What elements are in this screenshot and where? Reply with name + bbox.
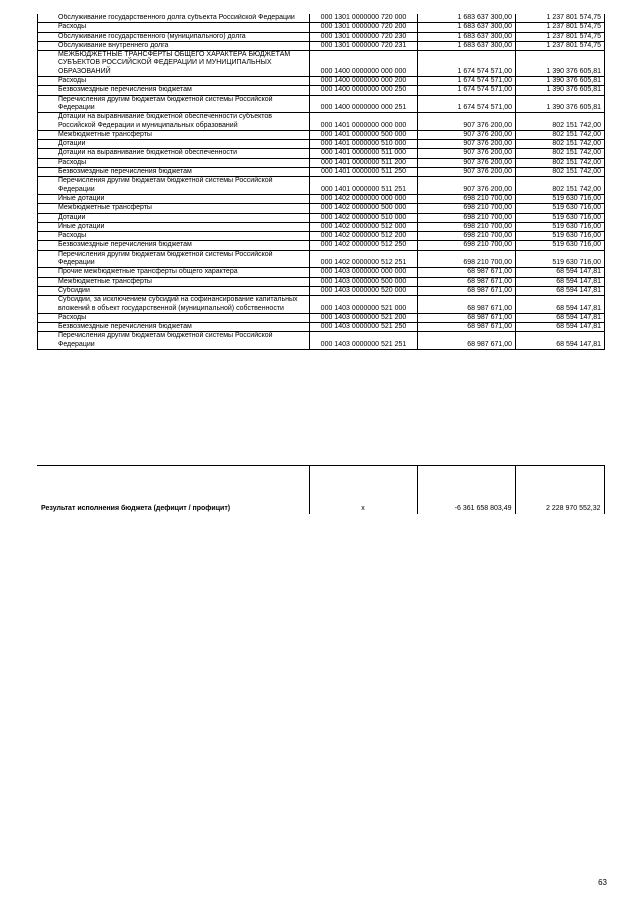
row-code: 000 1401 0000000 510 000	[310, 140, 418, 149]
row-approved-amount: 68 987 671,00	[418, 296, 516, 314]
row-code: 000 1401 0000000 511 200	[310, 158, 418, 167]
row-executed-amount: 1 390 376 605,81	[516, 95, 605, 113]
table-row	[38, 32, 605, 41]
row-executed-amount: 519 630 716,00	[516, 213, 605, 222]
row-name: Перечисления другим бюджетам бюджетной системы Российской Федерации	[38, 177, 310, 195]
row-executed-amount: 519 630 716,00	[516, 222, 605, 231]
row-approved-amount: 698 210 700,00	[418, 241, 516, 250]
row-executed-amount: 519 630 716,00	[516, 204, 605, 213]
row-approved-amount: 907 376 200,00	[418, 113, 516, 131]
row-code: 000 1401 0000000 511 251	[310, 177, 418, 195]
row-name: Межбюджетные трансферты	[38, 204, 310, 213]
row-code: 000 1400 0000000 000 250	[310, 86, 418, 95]
row-code: 000 1401 0000000 511 000	[310, 149, 418, 158]
row-code: 000 1400 0000000 000 251	[310, 95, 418, 113]
row-code: 000 1400 0000000 000 000	[310, 51, 418, 77]
budget-expenses-table	[37, 14, 605, 350]
row-approved-amount: 1 674 574 571,00	[418, 77, 516, 86]
row-executed-amount: 802 151 742,00	[516, 140, 605, 149]
row-approved-amount: 698 210 700,00	[418, 213, 516, 222]
result-approved: -6 361 658 803,49	[417, 466, 515, 515]
row-executed-amount: 802 151 742,00	[516, 177, 605, 195]
table-row	[38, 323, 605, 332]
table-row	[38, 14, 605, 23]
row-executed-amount: 68 594 147,81	[516, 323, 605, 332]
row-executed-amount: 519 630 716,00	[516, 232, 605, 241]
row-approved-amount: 698 210 700,00	[418, 250, 516, 268]
row-code: 000 1401 0000000 511 250	[310, 168, 418, 177]
row-code: 000 1402 0000000 510 000	[310, 213, 418, 222]
row-name: Субсидии, за исключением субсидий на софинансирование капитальных вложений в объект государственной (муниципальной) собственности	[38, 296, 310, 314]
row-approved-amount: 1 683 637 300,00	[418, 23, 516, 32]
row-executed-amount: 802 151 742,00	[516, 130, 605, 139]
table-row	[38, 41, 605, 50]
row-code: 000 1301 0000000 720 200	[310, 23, 418, 32]
budget-expenses-table-body	[38, 14, 605, 349]
row-name: Обслуживание государственного (муниципального) долга	[38, 32, 310, 41]
row-approved-amount: 907 376 200,00	[418, 140, 516, 149]
row-name: Расходы	[38, 313, 310, 322]
row-code: 000 1403 0000000 521 251	[310, 332, 418, 350]
row-approved-amount: 1 683 637 300,00	[418, 14, 516, 23]
table-row	[38, 232, 605, 241]
table-row	[38, 241, 605, 250]
table-row	[38, 204, 605, 213]
row-executed-amount: 519 630 716,00	[516, 241, 605, 250]
row-approved-amount: 907 376 200,00	[418, 149, 516, 158]
row-name: Расходы	[38, 23, 310, 32]
row-executed-amount: 68 594 147,81	[516, 286, 605, 295]
row-executed-amount: 1 237 801 574,75	[516, 14, 605, 23]
table-row	[38, 168, 605, 177]
row-name: Расходы	[38, 232, 310, 241]
row-code: 000 1400 0000000 000 200	[310, 77, 418, 86]
row-executed-amount: 802 151 742,00	[516, 113, 605, 131]
row-code: 000 1401 0000000 000 000	[310, 113, 418, 131]
row-name: Перечисления другим бюджетам бюджетной системы Российской Федерации	[38, 250, 310, 268]
row-code: 000 1301 0000000 720 230	[310, 32, 418, 41]
table-row	[38, 332, 605, 350]
row-executed-amount: 68 594 147,81	[516, 313, 605, 322]
row-name: МЕЖБЮДЖЕТНЫЕ ТРАНСФЕРТЫ ОБЩЕГО ХАРАКТЕРА БЮДЖЕТАМ СУБЪЕКТОВ РОССИЙСКОЙ ФЕДЕРАЦИИ И МУНИЦИПАЛЬНЫХ ОБРАЗОВАНИЙ	[38, 51, 310, 77]
row-approved-amount: 907 376 200,00	[418, 177, 516, 195]
row-name: Безвозмездные перечисления бюджетам	[38, 323, 310, 332]
row-executed-amount: 802 151 742,00	[516, 168, 605, 177]
table-row	[38, 213, 605, 222]
row-approved-amount: 1 674 574 571,00	[418, 95, 516, 113]
table-row	[38, 296, 605, 314]
table-row	[38, 86, 605, 95]
row-approved-amount: 698 210 700,00	[418, 232, 516, 241]
row-name: Межбюджетные трансферты	[38, 277, 310, 286]
table-row	[38, 95, 605, 113]
row-code: 000 1301 0000000 720 231	[310, 41, 418, 50]
table-row	[38, 277, 605, 286]
row-name: Дотации на выравнивание бюджетной обеспеченности	[38, 149, 310, 158]
row-name: Дотации на выравнивание бюджетной обеспеченности субъектов Российской Федерации и муниципальных образований	[38, 113, 310, 131]
row-name: Межбюджетные трансферты	[38, 130, 310, 139]
row-executed-amount: 68 594 147,81	[516, 332, 605, 350]
row-approved-amount: 1 674 574 571,00	[418, 86, 516, 95]
row-approved-amount: 907 376 200,00	[418, 158, 516, 167]
row-executed-amount: 802 151 742,00	[516, 149, 605, 158]
table-row	[38, 113, 605, 131]
row-approved-amount: 68 987 671,00	[418, 332, 516, 350]
row-approved-amount: 68 987 671,00	[418, 277, 516, 286]
result-executed: 2 228 970 552,32	[515, 466, 604, 515]
result-code: x	[309, 466, 417, 515]
row-approved-amount: 698 210 700,00	[418, 222, 516, 231]
row-code: 000 1403 0000000 521 200	[310, 313, 418, 322]
table-row	[38, 158, 605, 167]
table-row	[38, 51, 605, 77]
row-code: 000 1403 0000000 000 000	[310, 268, 418, 277]
row-code: 000 1402 0000000 512 200	[310, 232, 418, 241]
row-executed-amount: 519 630 716,00	[516, 250, 605, 268]
row-executed-amount: 68 594 147,81	[516, 277, 605, 286]
row-name: Иные дотации	[38, 222, 310, 231]
row-name: Иные дотации	[38, 194, 310, 203]
row-executed-amount: 1 390 376 605,81	[516, 86, 605, 95]
table-row	[38, 177, 605, 195]
row-approved-amount: 698 210 700,00	[418, 194, 516, 203]
row-name: Расходы	[38, 158, 310, 167]
page-number: 63	[598, 878, 607, 887]
row-executed-amount: 1 237 801 574,75	[516, 41, 605, 50]
row-name: Безвозмездные перечисления бюджетам	[38, 86, 310, 95]
row-code: 000 1403 0000000 500 000	[310, 277, 418, 286]
row-name: Перечисления другим бюджетам бюджетной системы Российской Федерации	[38, 95, 310, 113]
row-code: 000 1402 0000000 512 251	[310, 250, 418, 268]
table-row	[38, 194, 605, 203]
row-executed-amount: 68 594 147,81	[516, 296, 605, 314]
table-row	[38, 149, 605, 158]
row-executed-amount: 802 151 742,00	[516, 158, 605, 167]
row-executed-amount: 1 237 801 574,75	[516, 23, 605, 32]
row-executed-amount: 1 390 376 605,81	[516, 77, 605, 86]
row-approved-amount: 1 674 574 571,00	[418, 51, 516, 77]
budget-result-table	[37, 465, 605, 514]
row-code: 000 1402 0000000 512 000	[310, 222, 418, 231]
row-code: 000 1301 0000000 720 000	[310, 14, 418, 23]
table-row	[38, 286, 605, 295]
table-row	[38, 77, 605, 86]
row-approved-amount: 68 987 671,00	[418, 286, 516, 295]
row-executed-amount: 1 237 801 574,75	[516, 32, 605, 41]
budget-result-row	[37, 466, 604, 515]
row-name: Обслуживание государственного долга субъекта Российской Федерации	[38, 14, 310, 23]
row-name: Дотации	[38, 140, 310, 149]
row-name: Дотации	[38, 213, 310, 222]
table-row	[38, 268, 605, 277]
row-executed-amount: 68 594 147,81	[516, 268, 605, 277]
row-code: 000 1403 0000000 520 000	[310, 286, 418, 295]
row-name: Расходы	[38, 77, 310, 86]
row-name: Безвозмездные перечисления бюджетам	[38, 168, 310, 177]
table-row	[38, 23, 605, 32]
table-row	[38, 250, 605, 268]
row-approved-amount: 68 987 671,00	[418, 313, 516, 322]
row-code: 000 1402 0000000 500 000	[310, 204, 418, 213]
table-row	[38, 222, 605, 231]
row-name: Субсидии	[38, 286, 310, 295]
row-executed-amount: 1 390 376 605,81	[516, 51, 605, 77]
row-code: 000 1402 0000000 512 250	[310, 241, 418, 250]
row-code: 000 1403 0000000 521 250	[310, 323, 418, 332]
result-label: Результат исполнения бюджета (дефицит / профицит)	[37, 466, 309, 515]
row-name: Перечисления другим бюджетам бюджетной системы Российской Федерации	[38, 332, 310, 350]
row-approved-amount: 907 376 200,00	[418, 168, 516, 177]
table-row	[38, 313, 605, 322]
table-row	[38, 140, 605, 149]
row-name: Прочие межбюджетные трансферты общего характера	[38, 268, 310, 277]
row-code: 000 1402 0000000 000 000	[310, 194, 418, 203]
row-approved-amount: 698 210 700,00	[418, 204, 516, 213]
row-code: 000 1403 0000000 521 000	[310, 296, 418, 314]
row-name: Безвозмездные перечисления бюджетам	[38, 241, 310, 250]
row-approved-amount: 1 683 637 300,00	[418, 41, 516, 50]
row-approved-amount: 68 987 671,00	[418, 323, 516, 332]
row-executed-amount: 519 630 716,00	[516, 194, 605, 203]
row-code: 000 1401 0000000 500 000	[310, 130, 418, 139]
row-name: Обслуживание внутреннего долга	[38, 41, 310, 50]
table-row	[38, 130, 605, 139]
row-approved-amount: 1 683 637 300,00	[418, 32, 516, 41]
row-approved-amount: 907 376 200,00	[418, 130, 516, 139]
row-approved-amount: 68 987 671,00	[418, 268, 516, 277]
